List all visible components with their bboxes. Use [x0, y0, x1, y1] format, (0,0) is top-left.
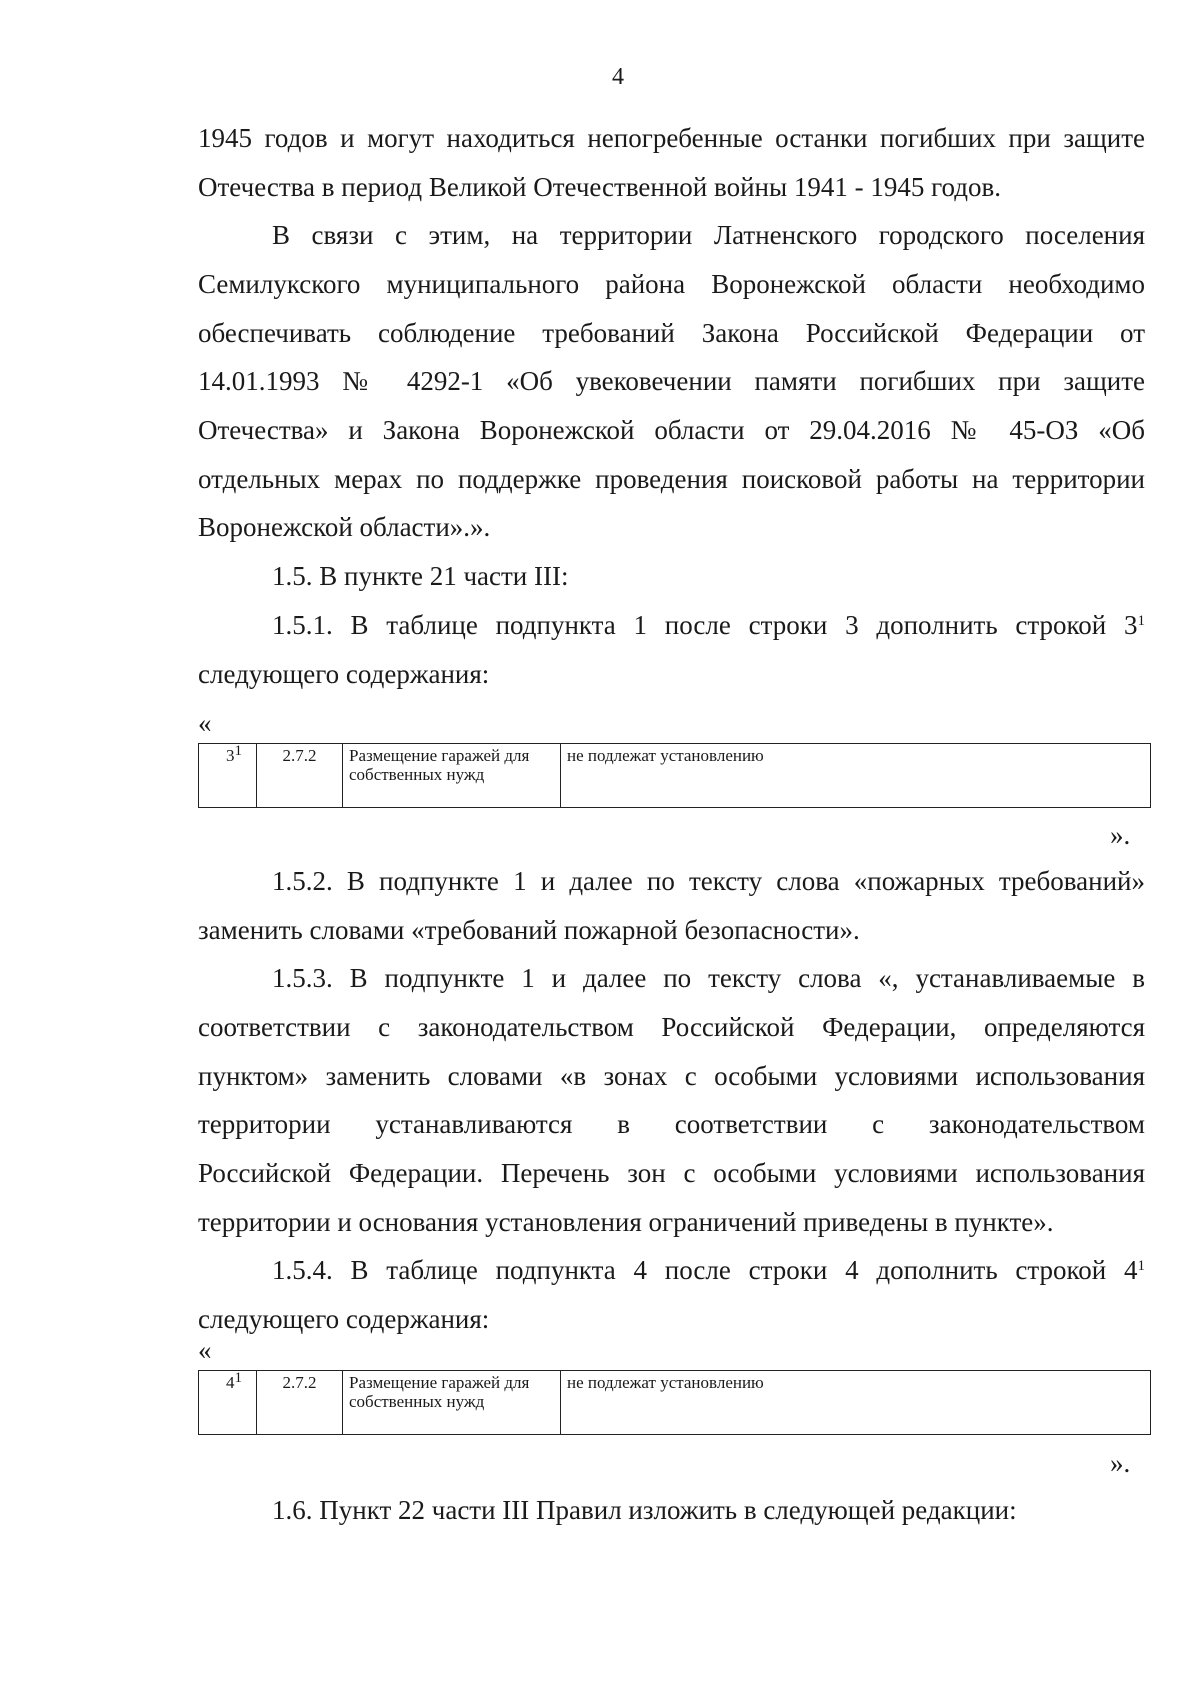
text-line: следующего содержания:: [198, 1304, 490, 1334]
text-line: [272, 1253, 1145, 1287]
superscript: 1: [1137, 1258, 1145, 1274]
value-cell: не подлежат установлению: [561, 1371, 1151, 1435]
text-line: 1.6. Пункт 22 части III Правил изложить в следующей редакции:: [272, 1495, 1017, 1525]
table-row: [199, 1371, 1151, 1435]
text-line: следующего содержания:: [198, 659, 490, 689]
text-line-body: 1.5.4. В таблице подпункта 4 после строки 4 дополнить строкой 4: [272, 1255, 1138, 1285]
quote-close: ».: [1110, 1448, 1131, 1478]
code-cell: 2.7.2: [257, 744, 343, 808]
text-line: [272, 608, 1145, 642]
quote-open: «: [198, 1335, 212, 1365]
text-line-body: 1.5.1. В таблице подпункта 1 после строки 3 дополнить строкой 3: [272, 610, 1138, 640]
row-number-cell: $4^1$: [199, 1371, 257, 1435]
text-line: территории и основания установления ограничений приведены в пункте».: [198, 1207, 1054, 1237]
text-line: соответствии с законодательством Российской Федерации, определяются: [198, 1012, 1145, 1042]
quote-close: ».: [1110, 820, 1131, 850]
superscript: 1: [234, 1370, 242, 1386]
code-cell: 2.7.2: [257, 1371, 343, 1435]
text-line: обеспечивать соблюдение требований Закона Российской Федерации от: [198, 318, 1145, 348]
text-line: 1.5.3. В подпункте 1 и далее по тексту слова «, устанавливаемые в: [272, 963, 1145, 993]
text-line: заменить словами «требований пожарной безопасности».: [198, 915, 860, 945]
text-line: Отечества» и Закона Воронежской области от 29.04.2016 № 45-ОЗ «Об: [198, 415, 1145, 445]
name-cell: Размещение гаражей для собственных нужд: [343, 1371, 561, 1435]
text-line: пунктом» заменить словами «в зонах с особыми условиями использования: [198, 1061, 1145, 1091]
insert-table-2: [198, 1370, 1151, 1435]
quote-open: «: [198, 708, 212, 738]
value-cell: не подлежат установлению: [561, 744, 1151, 808]
insert-table-1: [198, 743, 1151, 808]
name-cell: Размещение гаражей для собственных нужд: [343, 744, 561, 808]
text-line: территории устанавливаются в соответствии с законодательством: [198, 1109, 1145, 1139]
table-row: [199, 744, 1151, 808]
text-line: В связи с этим, на территории Латненского городского поселения: [272, 220, 1145, 250]
text-line: Отечества в период Великой Отечественной войны 1941 - 1945 годов.: [198, 172, 1001, 202]
text-line: 1945 годов и могут находиться непогребенные останки погибших при защите: [198, 123, 1145, 153]
text-line: отдельных мерах по поддержке проведения поисковой работы на территории: [198, 464, 1145, 494]
text-line: Воронежской области».».: [198, 512, 491, 542]
text-line: 1.5.2. В подпункте 1 и далее по тексту слова «пожарных требований»: [272, 866, 1145, 896]
text-line: 14.01.1993 № 4292-1 «Об увековечении памяти погибших при защите: [198, 366, 1145, 396]
superscript: 1: [1137, 613, 1145, 629]
text-line: Семилукского муниципального района Воронежской области необходимо: [198, 269, 1145, 299]
row-number-cell: $3^1$: [199, 744, 257, 808]
page-number: 4: [612, 64, 624, 90]
superscript: 1: [234, 743, 242, 759]
text-line: 1.5. В пункте 21 части III:: [272, 561, 569, 591]
text-line: Российской Федерации. Перечень зон с особыми условиями использования: [198, 1158, 1145, 1188]
